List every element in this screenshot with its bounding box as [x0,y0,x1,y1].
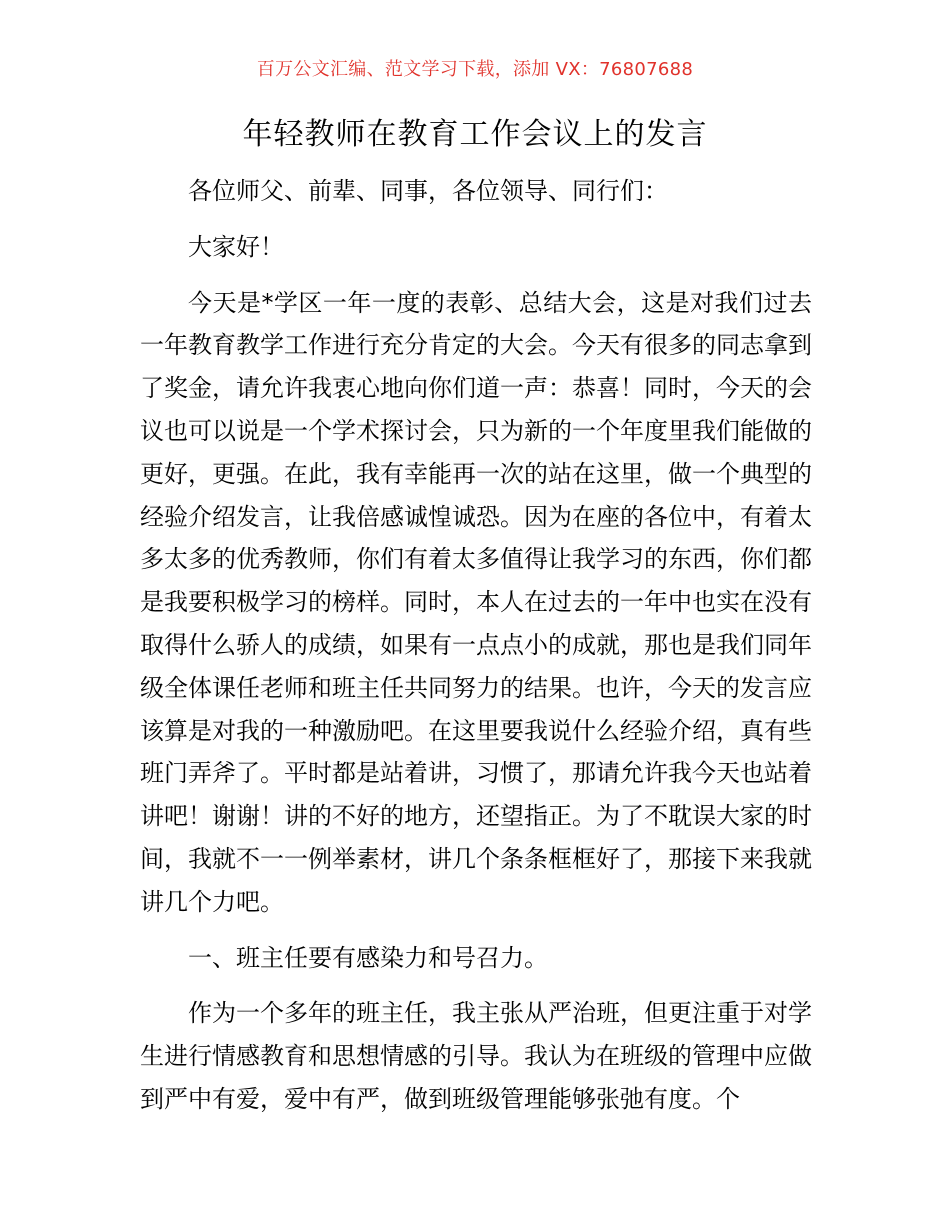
document-title: 年轻教师在教育工作会议上的发言 [242,117,708,152]
paragraph-intro: 今天是*学区一年一度的表彰、总结大会，这是对我们过去一年教育教学工作进行充分肯定的大会。今天有很多的同志拿到了奖金，请允许我衷心地向你们道一声：恭喜！同时，今天的会议也可以说是一个学术探讨会，只为新的一个年度里我们能做的更好，更强。在此，我有幸能再一次的站在这里，做一个典型的经验介绍发言，让我倍感诚惶诚恐。因为在座的各位中，有着太多太多的优秀教师，你们有着太多值得让我学习的东西，你们都是我要积极学习的榜样。同时，本人在过去的一年中也实在没有取得什么骄人的成绩，如果有一点点小的成就，那也是我们同年级全体课任老师和班主任共同努力的结果。也许，今天的发言应该算是对我的一种激励吧。在这里要我说什么经验介绍，真有些班门弄斧了。平时都是站着讲，习惯了，那请允许我今天也站着讲吧！谢谢！讲的不好的地方，还望指正。为了不耽误大家的时间，我就不一一例举素材，讲几个条条框框好了，那接下来我就讲几个力吧。 [140,288,812,916]
paragraph-section-1: 作为一个多年的班主任，我主张从严治班，但更注重于对学生进行情感教育和思想情感的引导。我认为在班级的管理中应做到严中有爱，爱中有严，做到班级管理能够张弛有度。个 [140,999,812,1113]
greeting: 大家好！ [188,232,284,261]
document-body [140,170,812,1121]
header-watermark-note: 百万公文汇编、范文学习下载，添加 VX：76807688 [256,59,694,80]
salutation: 各位师父、前辈、同事，各位领导、同行们： [188,177,668,205]
section-heading-1: 一、班主任要有感染力和号召力。 [188,943,548,972]
